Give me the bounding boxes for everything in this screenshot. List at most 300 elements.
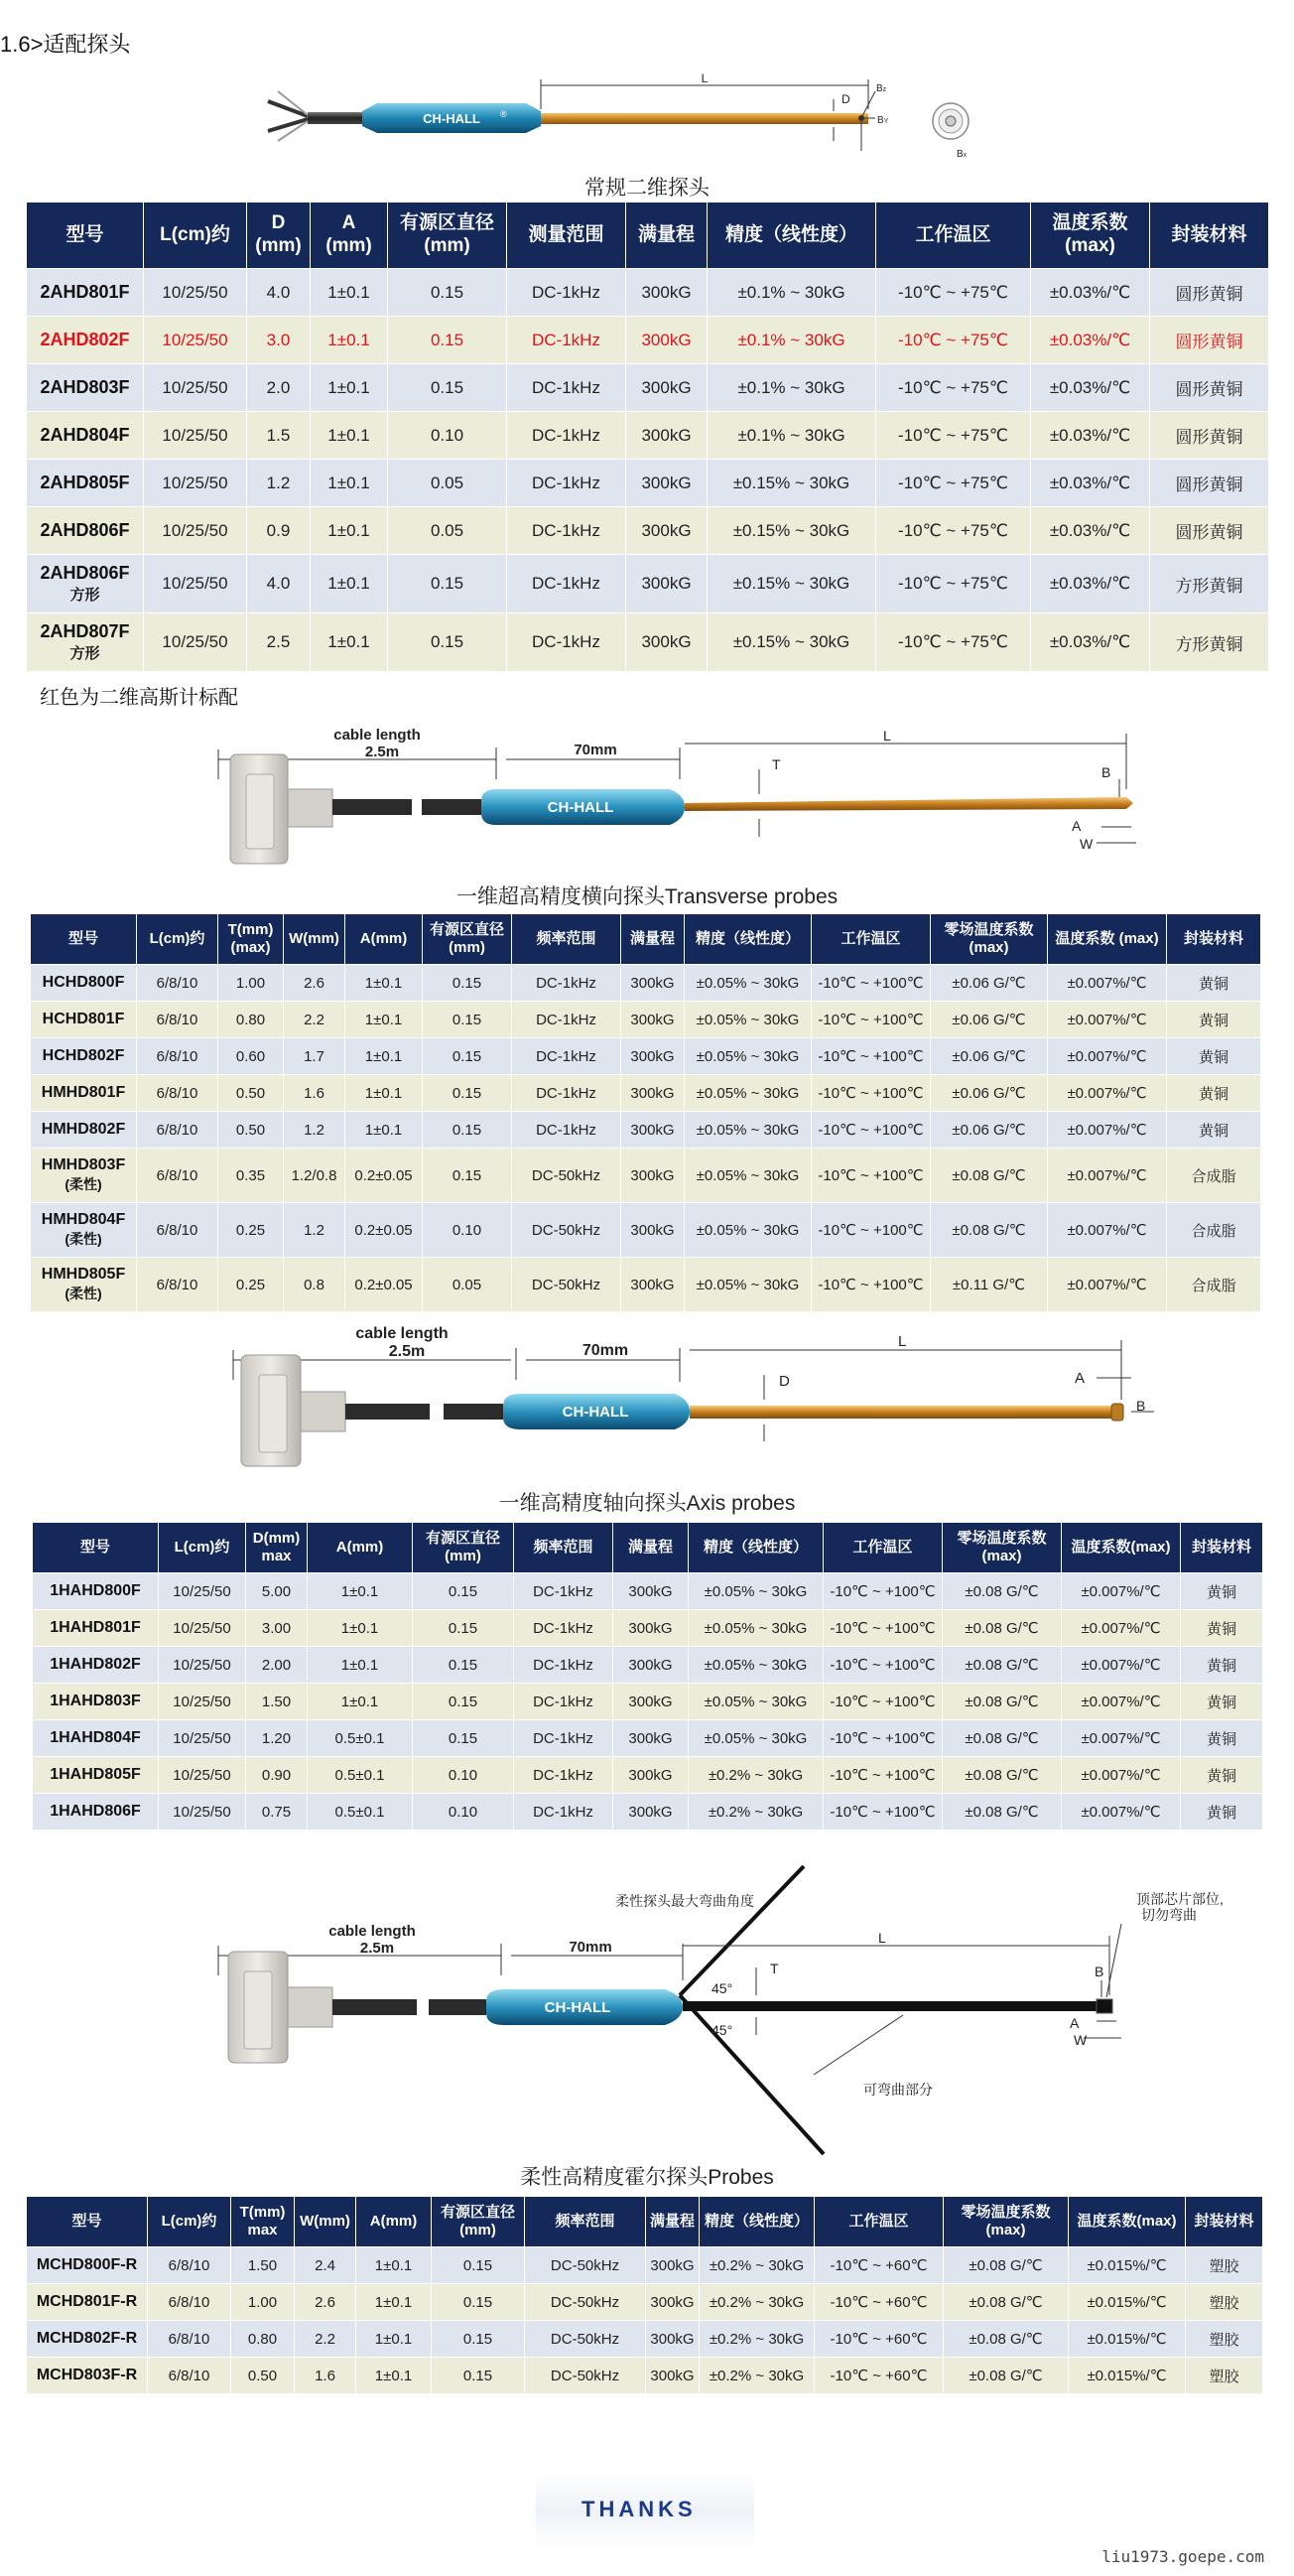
table-cell: 0.15 (388, 364, 507, 412)
section3-caption: 一维高精度轴向探头Axis probes (498, 1492, 796, 1515)
table-row (27, 269, 1269, 317)
table-cell: 0.15 (423, 1002, 512, 1038)
table-cell: 300kG (626, 269, 708, 317)
table-cell: ±0.05% ~ 30kG (685, 1149, 812, 1203)
table-cell: -10℃ ~ +100℃ (824, 1573, 943, 1610)
axis-bx-label: Bx (957, 149, 968, 160)
table-cell: 0.15 (413, 1573, 514, 1610)
column-header: 工作温区 (876, 203, 1031, 269)
table-cell: 0.50 (231, 2358, 295, 2394)
table-cell: 5.00 (246, 1573, 308, 1610)
table-cell: 塑胶 (1186, 2247, 1263, 2284)
table-cell: 6/8/10 (137, 1075, 218, 1112)
column-header: W(mm) (284, 914, 345, 965)
table-row (27, 2321, 1263, 2358)
dim-t-label: T (772, 756, 781, 772)
column-header: 频率范围 (525, 2197, 646, 2247)
table-cell: 10/25/50 (159, 1720, 246, 1757)
table-cell: 1±0.1 (345, 1002, 423, 1038)
table-cell: -10℃ ~ +100℃ (824, 1757, 943, 1794)
column-header: L(cm)约 (159, 1523, 246, 1573)
table-cell: -10℃ ~ +100℃ (812, 1112, 931, 1149)
model-cell: HMHD803F (柔性) (31, 1149, 137, 1203)
table-cell: ±0.2% ~ 30kG (700, 2358, 815, 2394)
table-cell: DC-50kHz (512, 1203, 621, 1258)
table-cell: 0.15 (413, 1684, 514, 1720)
table-cell: ±0.15% ~ 30kG (708, 613, 876, 672)
table-cell: ±0.08 G/℃ (943, 1757, 1062, 1794)
table-cell: ±0.05% ~ 30kG (689, 1573, 824, 1610)
cable-length-label: cable length (333, 727, 421, 744)
column-header: 满量程 (626, 203, 708, 269)
table-cell: 1.7 (284, 1038, 345, 1075)
column-header: 频率范围 (514, 1523, 613, 1573)
table-cell: 10/25/50 (144, 412, 247, 460)
column-header: D(mm) max (246, 1523, 308, 1573)
table-cell: 6/8/10 (137, 1038, 218, 1075)
column-header: 精度（线性度） (708, 203, 876, 269)
probe-2d-diagram (268, 71, 982, 171)
table-transverse-probes (30, 913, 1261, 1312)
table-cell: 6/8/10 (148, 2284, 231, 2321)
column-header: 零场温度系数 (max) (931, 914, 1048, 965)
table-cell: ±0.03%/℃ (1031, 317, 1150, 364)
table-cell: 1±0.1 (308, 1610, 413, 1647)
table-cell: DC-1kHz (514, 1610, 613, 1647)
model-cell: HMHD802F (31, 1112, 137, 1149)
table-cell: ±0.06 G/℃ (931, 1002, 1048, 1038)
column-header: 封装材料 (1181, 1523, 1263, 1573)
table-cell: 10/25/50 (144, 364, 247, 412)
table-cell: ±0.05% ~ 30kG (685, 1112, 812, 1149)
table-row (31, 1149, 1261, 1203)
table-cell: ±0.007%/℃ (1048, 1258, 1167, 1312)
table-cell: 300kG (613, 1647, 689, 1684)
table-cell: 1±0.1 (311, 460, 388, 507)
table-cell: 300kG (626, 412, 708, 460)
table-cell: ±0.2% ~ 30kG (689, 1757, 824, 1794)
model-cell: 2AHD807F 方形 (27, 613, 144, 672)
table-cell: ±0.05% ~ 30kG (689, 1684, 824, 1720)
table-cell: ±0.08 G/℃ (943, 1610, 1062, 1647)
table-cell: 3.0 (247, 317, 311, 364)
table-cell: 1±0.1 (308, 1647, 413, 1684)
table-cell: ±0.03%/℃ (1031, 555, 1150, 613)
table-cell: -10℃ ~ +75℃ (876, 412, 1031, 460)
table-cell: ±0.007%/℃ (1062, 1720, 1181, 1757)
table-row (27, 412, 1269, 460)
table-cell: -10℃ ~ +75℃ (876, 317, 1031, 364)
column-header: 测量范围 (507, 203, 626, 269)
table-cell: 1±0.1 (311, 613, 388, 672)
table-axis-probes (32, 1522, 1263, 1830)
bendable-part-label: 可弯曲部分 (863, 2082, 933, 2098)
table-cell: 圆形黄铜 (1150, 269, 1269, 317)
table-cell: 1.2/0.8 (284, 1149, 345, 1203)
table-cell: 300kG (646, 2321, 700, 2358)
brand-label-3: CH-HALL (562, 1404, 629, 1421)
table-cell: DC-50kHz (525, 2284, 646, 2321)
table-cell: ±0.03%/℃ (1031, 364, 1150, 412)
table-cell: ±0.08 G/℃ (944, 2358, 1069, 2394)
table-cell: -10℃ ~ +75℃ (876, 460, 1031, 507)
column-header: W(mm) (295, 2197, 356, 2247)
table-row (31, 1258, 1261, 1312)
table-cell: -10℃ ~ +100℃ (812, 1075, 931, 1112)
table-cell: 300kG (626, 613, 708, 672)
table-cell: 1.20 (246, 1720, 308, 1757)
table-cell: DC-1kHz (507, 555, 626, 613)
table-cell: 4.0 (247, 269, 311, 317)
table-cell: ±0.08 G/℃ (944, 2247, 1069, 2284)
table-cell: 0.2±0.05 (345, 1203, 423, 1258)
table-cell: 3.00 (246, 1610, 308, 1647)
model-cell: 1HAHD800F (33, 1573, 159, 1610)
table-row (31, 965, 1261, 1002)
dim-l-label-3: L (898, 1333, 907, 1350)
table-cell: 300kG (626, 364, 708, 412)
table-cell: 塑胶 (1186, 2358, 1263, 2394)
table-row (27, 2284, 1263, 2321)
model-cell: 1HAHD803F (33, 1684, 159, 1720)
table-cell: 300kG (621, 1075, 685, 1112)
model-cell: HCHD801F (31, 1002, 137, 1038)
model-cell: MCHD801F-R (27, 2284, 148, 2321)
table-cell: 黄铜 (1181, 1794, 1263, 1830)
table-cell: 0.5±0.1 (308, 1720, 413, 1757)
table-cell: -10℃ ~ +100℃ (824, 1684, 943, 1720)
table-cell: ±0.05% ~ 30kG (689, 1610, 824, 1647)
table-cell: 1±0.1 (311, 317, 388, 364)
table-cell: DC-1kHz (507, 460, 626, 507)
table-cell: 0.10 (423, 1203, 512, 1258)
table-cell: 圆形黄铜 (1150, 317, 1269, 364)
table-cell: 1.6 (295, 2358, 356, 2394)
column-header: 温度系数 (max) (1048, 914, 1167, 965)
cable-length-label-3: cable length (355, 1325, 449, 1342)
table-cell: 2.5 (247, 613, 311, 672)
table-cell: 0.15 (432, 2247, 525, 2284)
table-2d-probes (26, 202, 1269, 672)
column-header: A(mm) (308, 1523, 413, 1573)
dim-a-label-3: A (1075, 1370, 1086, 1387)
table-row (27, 2358, 1263, 2394)
table-cell: 0.05 (388, 507, 507, 555)
table-cell: 0.10 (413, 1794, 514, 1830)
table-cell: ±0.03%/℃ (1031, 460, 1150, 507)
table-cell: ±0.06 G/℃ (931, 1112, 1048, 1149)
table-cell: 0.80 (231, 2321, 295, 2358)
column-header: A (mm) (311, 203, 388, 269)
table-cell: 0.75 (246, 1794, 308, 1830)
top-note-2: 切勿弯曲 (1141, 1907, 1197, 1923)
thanks-label: THANKS (582, 2497, 697, 2521)
table-row (27, 364, 1269, 412)
table-cell: 塑胶 (1186, 2284, 1263, 2321)
column-header: 零场温度系数 (max) (944, 2197, 1069, 2247)
table-cell: 圆形黄铜 (1150, 412, 1269, 460)
model-cell: MCHD802F-R (27, 2321, 148, 2358)
table-cell: 300kG (621, 1149, 685, 1203)
table-cell: 10/25/50 (144, 507, 247, 555)
table-cell: DC-1kHz (514, 1647, 613, 1684)
table-cell: 300kG (613, 1720, 689, 1757)
cable-length-value-3: 2.5m (388, 1343, 426, 1360)
table-cell: -10℃ ~ +60℃ (815, 2321, 944, 2358)
table-row (33, 1757, 1263, 1794)
table-cell: ±0.15% ~ 30kG (708, 555, 876, 613)
column-header: 满量程 (646, 2197, 700, 2247)
column-header: 有源区直径 (mm) (423, 914, 512, 965)
table-row (31, 1203, 1261, 1258)
table-cell: ±0.08 G/℃ (944, 2321, 1069, 2358)
note-red-standard: 红色为二维高斯计标配 (40, 687, 238, 709)
table-cell: ±0.007%/℃ (1062, 1684, 1181, 1720)
table-cell: DC-50kHz (512, 1258, 621, 1312)
table-cell: DC-1kHz (512, 965, 621, 1002)
column-header: 封装材料 (1150, 203, 1269, 269)
table-cell: 300kG (626, 555, 708, 613)
table-cell: 1.2 (247, 460, 311, 507)
top-note-1: 顶部芯片部位, (1136, 1891, 1224, 1907)
table-row (27, 507, 1269, 555)
column-header: 封装材料 (1167, 914, 1261, 965)
table-cell: ±0.007%/℃ (1048, 1075, 1167, 1112)
table-cell: ±0.2% ~ 30kG (700, 2247, 815, 2284)
dim-l-label-2: L (883, 728, 891, 744)
model-cell: 1HAHD806F (33, 1794, 159, 1830)
column-header: 温度系数(max) (1069, 2197, 1186, 2247)
column-header: 型号 (27, 203, 144, 269)
table-cell: DC-50kHz (512, 1149, 621, 1203)
table-cell: 0.15 (423, 1149, 512, 1203)
table-cell: 300kG (646, 2247, 700, 2284)
table-cell: 10/25/50 (159, 1684, 246, 1720)
table-cell: -10℃ ~ +75℃ (876, 269, 1031, 317)
table-cell: 300kG (646, 2358, 700, 2394)
column-header: 型号 (27, 2197, 148, 2247)
table-cell: ±0.007%/℃ (1062, 1757, 1181, 1794)
table-cell: 黄铜 (1167, 965, 1261, 1002)
table-cell: 1.50 (231, 2247, 295, 2284)
table-row (33, 1610, 1263, 1647)
model-cell: 1HAHD801F (33, 1610, 159, 1647)
table-cell: 黄铜 (1181, 1684, 1263, 1720)
table-cell: 0.80 (218, 1002, 284, 1038)
table-row (27, 613, 1269, 672)
handle-length-label: 70mm (574, 742, 617, 758)
table-cell: 10/25/50 (144, 460, 247, 507)
table-cell: ±0.1% ~ 30kG (708, 364, 876, 412)
table-cell: 黄铜 (1167, 1002, 1261, 1038)
column-header: T(mm) (max) (218, 914, 284, 965)
table-cell: ±0.03%/℃ (1031, 269, 1150, 317)
table-cell: -10℃ ~ +60℃ (815, 2247, 944, 2284)
column-header: 工作温区 (824, 1523, 943, 1573)
table-cell: 1±0.1 (311, 269, 388, 317)
table-cell: DC-1kHz (514, 1757, 613, 1794)
table-cell: ±0.03%/℃ (1031, 412, 1150, 460)
table-cell: 0.50 (218, 1075, 284, 1112)
table-row (27, 460, 1269, 507)
table-cell: DC-50kHz (525, 2321, 646, 2358)
dim-a-label: A (1072, 818, 1082, 834)
table-cell: 合成脂 (1167, 1258, 1261, 1312)
table-cell: -10℃ ~ +100℃ (812, 1203, 931, 1258)
table-cell: 300kG (621, 1038, 685, 1075)
table-cell: ±0.05% ~ 30kG (685, 1002, 812, 1038)
table-cell: 0.9 (247, 507, 311, 555)
table-cell: 300kG (621, 965, 685, 1002)
table-cell: ±0.007%/℃ (1062, 1647, 1181, 1684)
table-cell: 10/25/50 (159, 1757, 246, 1794)
table-cell: 2.0 (247, 364, 311, 412)
table-row (33, 1573, 1263, 1610)
column-header: T(mm) max (231, 2197, 295, 2247)
table-cell: 0.15 (432, 2321, 525, 2358)
table-cell: ±0.03%/℃ (1031, 613, 1150, 672)
table-cell: 300kG (613, 1757, 689, 1794)
table-cell: ±0.11 G/℃ (931, 1258, 1048, 1312)
model-cell: HCHD802F (31, 1038, 137, 1075)
table-cell: -10℃ ~ +100℃ (812, 1258, 931, 1312)
table-cell: 6/8/10 (148, 2247, 231, 2284)
table-cell: 1±0.1 (356, 2284, 432, 2321)
table-cell: 10/25/50 (159, 1573, 246, 1610)
table-cell: 1.50 (246, 1684, 308, 1720)
table-cell: 1±0.1 (356, 2358, 432, 2394)
table-cell: 0.50 (218, 1112, 284, 1149)
table-cell: 10/25/50 (144, 613, 247, 672)
table-cell: 0.90 (246, 1757, 308, 1794)
column-header: 精度（线性度） (689, 1523, 824, 1573)
registered-mark: ® (500, 109, 507, 119)
table-cell: ±0.15% ~ 30kG (708, 460, 876, 507)
table-cell: 圆形黄铜 (1150, 460, 1269, 507)
dim-d-label-3: D (779, 1373, 790, 1390)
table-cell: -10℃ ~ +100℃ (824, 1647, 943, 1684)
table-cell: 1.00 (218, 965, 284, 1002)
table-cell: 1±0.1 (356, 2247, 432, 2284)
table-cell: 黄铜 (1181, 1573, 1263, 1610)
table-row (27, 317, 1269, 364)
table-cell: ±0.007%/℃ (1062, 1573, 1181, 1610)
table-cell: DC-1kHz (514, 1684, 613, 1720)
table-cell: -10℃ ~ +100℃ (824, 1794, 943, 1830)
table-cell: 1.2 (284, 1203, 345, 1258)
table-cell: ±0.15% ~ 30kG (708, 507, 876, 555)
column-header: 工作温区 (812, 914, 931, 965)
table-cell: DC-1kHz (507, 613, 626, 672)
table-cell: 0.15 (432, 2284, 525, 2321)
dim-t-label-4: T (770, 1961, 779, 1976)
table-cell: -10℃ ~ +60℃ (815, 2358, 944, 2394)
model-cell: 2AHD806F (27, 507, 144, 555)
model-cell: HMHD805F (柔性) (31, 1258, 137, 1312)
table-cell: 4.0 (247, 555, 311, 613)
table-cell: 300kG (613, 1794, 689, 1830)
model-cell: 2AHD805F (27, 460, 144, 507)
cable-length-value: 2.5m (364, 744, 400, 760)
table-cell: 1±0.1 (311, 412, 388, 460)
dim-b-label-4: B (1095, 1964, 1104, 1979)
table-cell: 300kG (613, 1573, 689, 1610)
table-cell: 0.25 (218, 1203, 284, 1258)
table-cell: ±0.08 G/℃ (943, 1647, 1062, 1684)
table-cell: 黄铜 (1167, 1112, 1261, 1149)
table-cell: 1.5 (247, 412, 311, 460)
table-cell: ±0.08 G/℃ (931, 1149, 1048, 1203)
table-cell: 6/8/10 (137, 965, 218, 1002)
table-cell: -10℃ ~ +100℃ (812, 1002, 931, 1038)
table-cell: ±0.05% ~ 30kG (685, 1258, 812, 1312)
model-cell: 1HAHD802F (33, 1647, 159, 1684)
table-cell: 0.15 (432, 2358, 525, 2394)
table-cell: 圆形黄铜 (1150, 507, 1269, 555)
brand-label-2: CH-HALL (547, 799, 614, 816)
table-cell: ±0.007%/℃ (1062, 1794, 1181, 1830)
table-cell: 6/8/10 (137, 1112, 218, 1149)
table-cell: ±0.007%/℃ (1048, 1112, 1167, 1149)
table-cell: 黄铜 (1167, 1038, 1261, 1075)
column-header: 精度（线性度） (700, 2197, 815, 2247)
dim-w-label: W (1080, 836, 1094, 852)
table-cell: 1±0.1 (308, 1684, 413, 1720)
table-cell: 10/25/50 (159, 1647, 246, 1684)
model-cell: 2AHD802F (27, 317, 144, 364)
table-cell: -10℃ ~ +100℃ (812, 1038, 931, 1075)
table-cell: DC-1kHz (507, 364, 626, 412)
table-cell: 2.6 (295, 2284, 356, 2321)
table-row (31, 1075, 1261, 1112)
table-cell: DC-1kHz (512, 1112, 621, 1149)
table-cell: ±0.015%/℃ (1069, 2284, 1186, 2321)
table-cell: ±0.06 G/℃ (931, 1075, 1048, 1112)
model-cell: 1HAHD804F (33, 1720, 159, 1757)
table-cell: 0.15 (413, 1720, 514, 1757)
axis-probe-diagram (223, 1320, 1146, 1474)
table-cell: 0.15 (423, 1038, 512, 1075)
table-cell: 0.2±0.05 (345, 1258, 423, 1312)
table-cell: 300kG (621, 1112, 685, 1149)
column-header: A(mm) (345, 914, 423, 965)
table-cell: ±0.05% ~ 30kG (685, 1075, 812, 1112)
page-title: 1.6>适配探头 (0, 32, 131, 57)
column-header: 零场温度系数 (max) (943, 1523, 1062, 1573)
dim-b-label: B (1101, 764, 1111, 780)
watermark: liu1973.goepe.com (1101, 2547, 1264, 2566)
column-header: 有源区直径 (mm) (432, 2197, 525, 2247)
table-row (31, 1002, 1261, 1038)
table-cell: -10℃ ~ +75℃ (876, 613, 1031, 672)
table-cell: DC-1kHz (507, 412, 626, 460)
table-cell: DC-50kHz (525, 2358, 646, 2394)
column-header: 型号 (31, 914, 137, 965)
table-cell: 合成脂 (1167, 1149, 1261, 1203)
table-cell: ±0.08 G/℃ (931, 1203, 1048, 1258)
table-cell: -10℃ ~ +100℃ (824, 1610, 943, 1647)
dim-l-label: L (701, 71, 709, 85)
table-cell: 1±0.1 (356, 2321, 432, 2358)
table-cell: 0.15 (413, 1647, 514, 1684)
table-cell: 2.4 (295, 2247, 356, 2284)
table-cell: ±0.007%/℃ (1062, 1610, 1181, 1647)
cable-length-value-4: 2.5m (359, 1940, 395, 1957)
table-cell: 0.25 (218, 1258, 284, 1312)
dim-w-label-4: W (1074, 2032, 1088, 2048)
section4-caption: 柔性高精度霍尔探头Probes (520, 2166, 774, 2189)
table-cell: 1±0.1 (345, 965, 423, 1002)
